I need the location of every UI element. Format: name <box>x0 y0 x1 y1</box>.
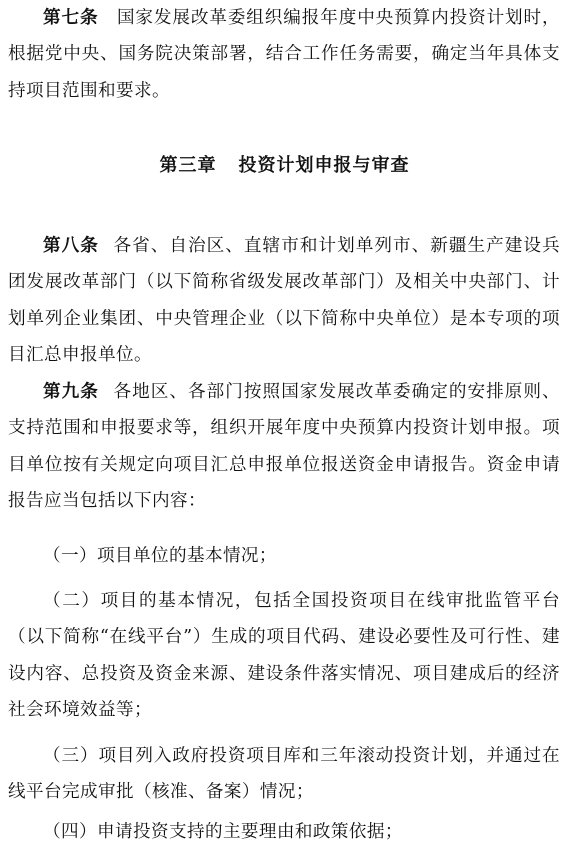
article-9-paragraph <box>8 374 560 520</box>
article-7-paragraph <box>8 0 560 109</box>
list-item-3: （三）项目列入政府投资项目库和三年滚动投资计划，并通过在线平台完成审批（核准、备案）情况； <box>8 746 560 803</box>
list-item-2: （二）项目的基本情况，包括全国投资项目在线审批监管平台（以下简称“在线平台”）生成的项目代码、建设必要性及可行性、建设内容、总投资及资金来源、建设条件落实情况、项目建成后的经济社会环境效益等； <box>8 591 560 721</box>
article-9-number: 第九条 <box>43 382 99 402</box>
chapter-heading <box>0 148 569 184</box>
article-8-paragraph <box>8 228 560 374</box>
list-item-1: （一）项目单位的基本情况； <box>43 546 277 566</box>
article-9-text: 各地区、各部门按照国家发展改革委确定的安排原则、支持范围和申报要求等，组织开展年度中央预算内投资计划申报。项目单位按有关规定向项目汇总申报单位报送资金申请报告。资金申请报告应当包括以下内容： <box>8 382 560 512</box>
list-item-4: （四）申请投资支持的主要理由和政策依据； <box>43 822 403 841</box>
article-8-text: 各省、自治区、直辖市和计划单列市、新疆生产建设兵团发展改革部门（以下简称省级发展改革部门）及相关中央部门、计划单列企业集团、中央管理企业（以下简称中央单位）是本专项的项目汇总申报单位。 <box>8 236 560 366</box>
article-8-number: 第八条 <box>43 236 99 256</box>
article-7-text: 国家发展改革委组织编报年度中央预算内投资计划时，根据党中央、国务院决策部署，结合工作任务需要，确定当年具体支持项目范围和要求。 <box>8 8 560 101</box>
chapter-title: 投资计划申报与审查 <box>238 155 410 176</box>
chapter-number: 第三章 <box>159 155 217 176</box>
article-7-number: 第七条 <box>43 8 99 28</box>
